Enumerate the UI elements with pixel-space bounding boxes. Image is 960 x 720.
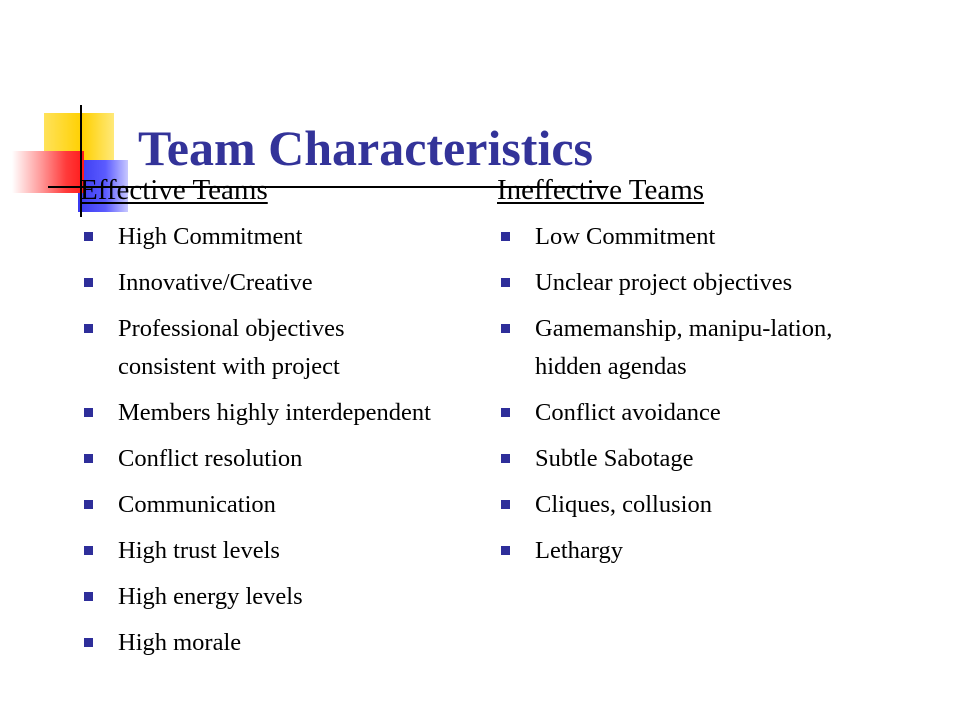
- list-item: [80, 394, 440, 432]
- square-bullet-icon: [84, 232, 93, 241]
- list-item: [80, 624, 440, 662]
- square-bullet-icon: [501, 454, 510, 463]
- list-item-text: Communication: [118, 491, 276, 518]
- list-item: [80, 264, 440, 302]
- slide-title: Team Characteristics: [138, 120, 593, 176]
- list-item: [80, 218, 440, 256]
- list-item: [497, 218, 897, 256]
- list-item: [497, 394, 897, 432]
- effective-teams-list: [80, 218, 440, 662]
- list-item: [80, 532, 440, 570]
- list-item-text: Members highly interdependent: [118, 399, 431, 426]
- list-item-text: Cliques, collusion: [535, 491, 712, 518]
- square-bullet-icon: [84, 454, 93, 463]
- list-item-text: Lethargy: [535, 537, 623, 564]
- list-item: [497, 532, 897, 570]
- square-bullet-icon: [501, 232, 510, 241]
- square-bullet-icon: [501, 408, 510, 417]
- list-item: [497, 486, 897, 524]
- list-item-text: High energy levels: [118, 583, 303, 610]
- square-bullet-icon: [84, 638, 93, 647]
- square-bullet-icon: [84, 500, 93, 509]
- ineffective-teams-column: [497, 168, 897, 570]
- ineffective-teams-heading: Ineffective Teams: [497, 174, 705, 206]
- square-bullet-icon: [84, 408, 93, 417]
- square-bullet-icon: [84, 592, 93, 601]
- list-item-text: Low Commitment: [535, 223, 716, 250]
- list-item-text: Conflict avoidance: [535, 399, 721, 426]
- square-bullet-icon: [501, 500, 510, 509]
- list-item: [497, 310, 897, 386]
- list-item: [80, 310, 440, 386]
- effective-teams-column: [80, 168, 440, 662]
- ineffective-teams-list: [497, 218, 897, 570]
- list-item-text: Gamemanship, manipu-lation, hidden agendas: [535, 315, 833, 380]
- square-bullet-icon: [501, 546, 510, 555]
- list-item-text: High morale: [118, 629, 242, 656]
- list-item-text: High Commitment: [118, 223, 303, 250]
- list-item-text: Innovative/Creative: [118, 269, 313, 296]
- list-item: [80, 578, 440, 616]
- square-bullet-icon: [84, 546, 93, 555]
- list-item: [497, 264, 897, 302]
- list-item-text: High trust levels: [118, 537, 280, 564]
- square-bullet-icon: [501, 324, 510, 333]
- list-item: [80, 486, 440, 524]
- list-item: [80, 440, 440, 478]
- list-item-text: Conflict resolution: [118, 445, 303, 472]
- list-item: [497, 440, 897, 478]
- square-bullet-icon: [84, 324, 93, 333]
- list-item-text: Professional objectives consistent with project: [118, 315, 345, 380]
- effective-teams-heading: Effective Teams: [80, 174, 268, 206]
- list-item-text: Unclear project objectives: [535, 269, 793, 296]
- square-bullet-icon: [501, 278, 510, 287]
- list-item-text: Subtle Sabotage: [535, 445, 694, 472]
- square-bullet-icon: [84, 278, 93, 287]
